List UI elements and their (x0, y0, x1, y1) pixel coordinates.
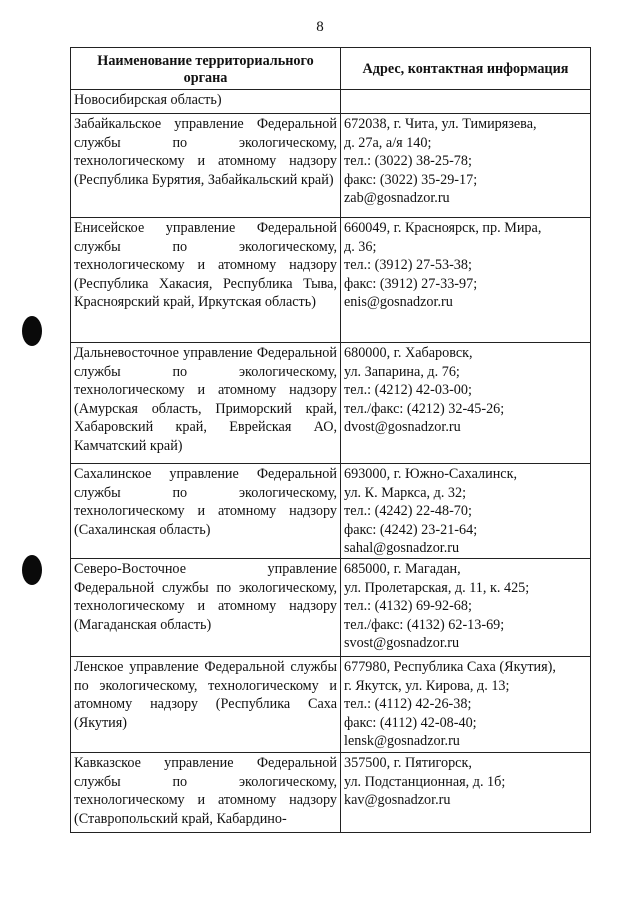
phone-line: тел.: (3912) 27-53-38; (344, 257, 472, 274)
address-line: 672038, г. Чита, ул. Тимирязева, (344, 116, 537, 132)
body-name: Енисейское управление Федеральной службы по экологическому, технологическому и атомному надзору (Республика Хакасия, Республика Тыва, Красноярский край, Иркутская область) (71, 218, 341, 343)
email-line: enis@gosnadzor.ru (344, 294, 453, 311)
body-address (341, 114, 591, 218)
address-line: ул. К. Маркса, д. 32; (344, 484, 467, 501)
table-row (71, 114, 591, 218)
table-row (71, 752, 591, 832)
address-line: г. Якутск, ул. Кирова, д. 13; (344, 677, 510, 694)
address-line: ул. Пролетарская, д. 11, к. 425; (344, 579, 530, 596)
address-line: ул. Подстанционная, д. 1б; (344, 773, 506, 790)
body-name: Ленское управление Федеральной службы по экологическому, технологическому и атомному надзору (Республика Саха (Якутия) (71, 656, 341, 752)
address-line: 357500, г. Пятигорск, (344, 754, 472, 771)
body-name: Дальневосточное управление Федеральной службы по экологическому, технологическому и атомному надзору (Амурская область, Приморский край, Хабаровский край, Еврейская АО, Камчатский край) (71, 343, 341, 464)
body-address (341, 343, 591, 464)
phone-line: тел.: (4212) 42-03-00; (344, 382, 472, 399)
fax-line: тел./факс: (4212) 32-45-26; (344, 400, 505, 417)
table-row (71, 464, 591, 559)
fax-line: факс: (4242) 23-21-64; (344, 521, 478, 538)
email-line: sahal@gosnadzor.ru (344, 540, 460, 557)
fax-line: факс: (3912) 27-33-97; (344, 275, 478, 292)
table-row (71, 90, 591, 114)
address-line: 680000, г. Хабаровск, (344, 345, 473, 361)
continuation-cell: Новосибирская область) (71, 90, 341, 114)
address-line: 660049, г. Красноярск, пр. Мира, (344, 220, 542, 236)
email-line: zab@gosnadzor.ru (344, 190, 450, 207)
address-line: 677980, Республика Саха (Якутия), (344, 658, 556, 675)
punch-hole (22, 316, 42, 346)
body-name: Северо-Восточное управление Федеральной службы по экологическому, технологическому и атомному надзору (Магаданская область) (71, 558, 341, 656)
page-number: 8 (316, 19, 324, 35)
phone-line: тел.: (3022) 38-25-78; (344, 153, 472, 170)
header-address: Адрес, контактная информация (341, 48, 591, 90)
email-line: lensk@gosnadzor.ru (344, 733, 460, 750)
email-line: svost@gosnadzor.ru (344, 635, 460, 652)
email-line: kav@gosnadzor.ru (344, 792, 451, 809)
phone-line: тел.: (4112) 42-26-38; (344, 696, 472, 713)
body-address (341, 752, 591, 832)
body-address (341, 218, 591, 343)
empty-cell (341, 90, 591, 114)
address-line: 685000, г. Магадан, (344, 560, 461, 577)
table-header-row (71, 48, 591, 90)
body-name: Забайкальское управление Федеральной службы по экологическому, технологическому и атомному надзору (Республика Бурятия, Забайкальский край) (71, 114, 341, 218)
body-name: Сахалинское управление Федеральной службы по экологическому, технологическому и атомному надзору (Сахалинская область) (71, 464, 341, 559)
territorial-bodies-table (70, 47, 591, 833)
table-row (71, 218, 591, 343)
address-line: 693000, г. Южно-Сахалинск, (344, 466, 518, 482)
address-line: д. 27а, а/я 140; (344, 134, 432, 151)
header-name: Наименование территориального органа (71, 48, 341, 90)
fax-line: факс: (3022) 35-29-17; (344, 171, 478, 188)
punch-hole (22, 555, 42, 585)
body-name: Кавказское управление Федеральной службы по экологическому, технологическому и атомному надзору (Ставропольский край, Кабардино- (71, 752, 341, 832)
address-line: д. 36; (344, 238, 377, 255)
fax-line: тел./факс: (4132) 62-13-69; (344, 616, 505, 633)
table-row (71, 343, 591, 464)
address-line: ул. Запарина, д. 76; (344, 363, 460, 380)
fax-line: факс: (4112) 42-08-40; (344, 714, 477, 731)
phone-line: тел.: (4242) 22-48-70; (344, 503, 472, 520)
body-address (341, 656, 591, 752)
body-address (341, 464, 591, 559)
body-address (341, 558, 591, 656)
phone-line: тел.: (4132) 69-92-68; (344, 598, 472, 615)
email-line: dvost@gosnadzor.ru (344, 419, 461, 436)
table-row (71, 558, 591, 656)
table-row (71, 656, 591, 752)
